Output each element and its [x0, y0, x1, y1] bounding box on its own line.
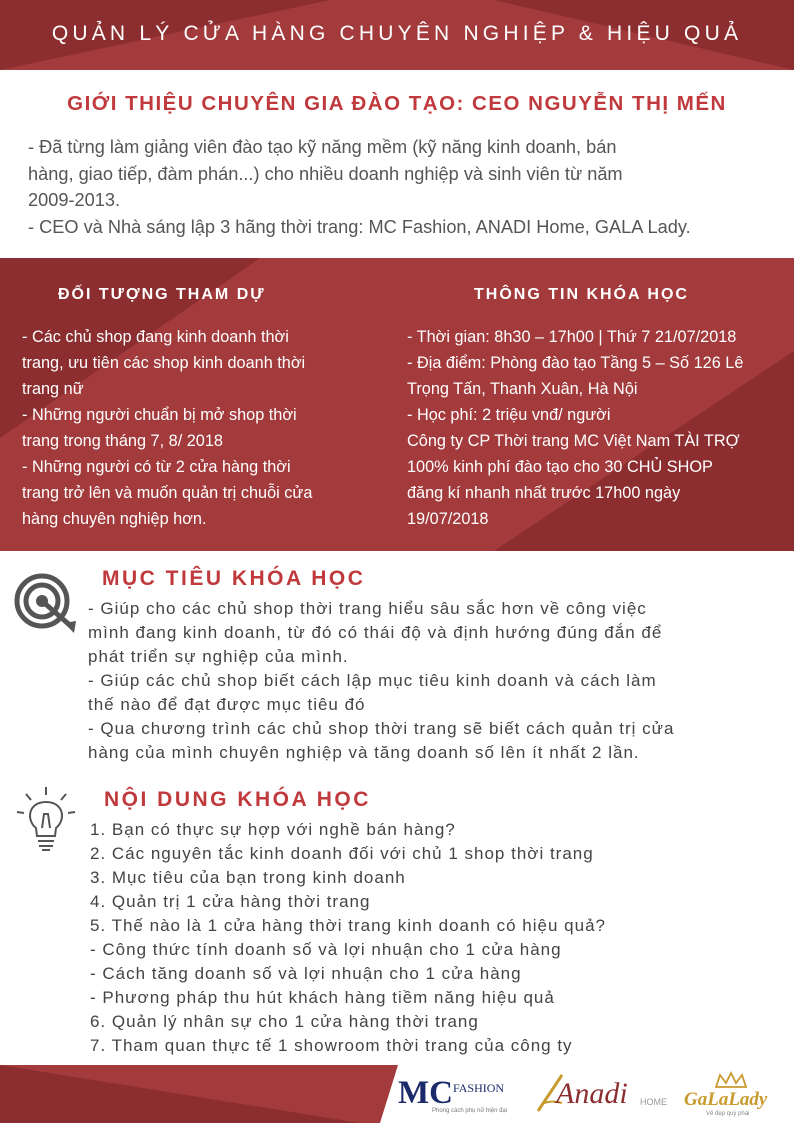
course-info-line: 19/07/2018 [407, 510, 489, 528]
goals-line: phát triển sự nghiệp của mình. [88, 647, 349, 666]
intro-body [28, 134, 788, 240]
course-info-line: Trọng Tấn, Thanh Xuân, Hà Nội [407, 380, 638, 398]
content-line: - Phương pháp thu hút khách hàng tiềm năng hiệu quả [90, 988, 555, 1007]
lightbulb-icon [14, 784, 78, 858]
course-info-line: - Học phí: 2 triệu vnđ/ người [407, 406, 611, 424]
goals-line: thế nào để đạt được mục tiêu đó [88, 695, 366, 714]
intro-line: - Đã từng làm giảng viên đào tạo kỹ năng mềm (kỹ năng kinh doanh, bán [28, 137, 617, 157]
goals-list [88, 597, 788, 765]
audience-title: ĐỐI TƯỢNG THAM DỰ [58, 286, 266, 303]
content-line: 6. Quản lý nhân sự cho 1 cửa hàng thời trang [90, 1012, 479, 1031]
intro-line: 2009-2013. [28, 190, 121, 210]
course-info-line: đăng kí nhanh nhất trước 17h00 ngày [407, 484, 681, 502]
content-line: 1. Bạn có thực sự hợp với nghề bán hàng? [90, 820, 456, 839]
header-title: QUẢN LÝ CỬA HÀNG CHUYÊN NGHIỆP & HIỆU QUẢ [51, 22, 743, 45]
audience-line: trang, ưu tiên các shop kinh doanh thời [22, 354, 306, 372]
intro-title: GIỚI THIỆU CHUYÊN GIA ĐÀO TẠO: CEO NGUYỄN THỊ MẾN [67, 92, 727, 115]
course-info-line: 100% kinh phí đào tạo cho 30 CHỦ SHOP [407, 458, 713, 476]
content-line: 7. Tham quan thực tế 1 showroom thời trang của công ty [90, 1036, 573, 1055]
course-info-line: Công ty CP Thời trang MC Việt Nam TÀI TRỢ [407, 432, 740, 450]
content-line: 2. Các nguyên tắc kinh doanh đối với chủ 1 shop thời trang [90, 844, 594, 863]
goals-line: - Giúp cho các chủ shop thời trang hiểu sâu sắc hơn về công việc [88, 599, 647, 618]
audience-line: trang trở lên và muốn quản trị chuỗi cửa [22, 484, 313, 502]
goals-line: - Qua chương trình các chủ shop thời trang sẽ biết cách quản trị cửa [88, 719, 675, 738]
audience-line: trang nữ [22, 380, 84, 398]
audience-line: hàng chuyên nghiệp hơn. [22, 510, 207, 528]
audience-line: - Các chủ shop đang kinh doanh thời [22, 328, 289, 346]
header-band [0, 0, 794, 70]
content-list [90, 818, 790, 1058]
audience-line: trang trong tháng 7, 8/ 2018 [22, 432, 223, 450]
goals-line: hàng của mình chuyên nghiệp và tăng doanh số lên ít nhất 2 lần. [88, 743, 640, 762]
mc-logo-tagline: Phong cách phụ nữ hiện đại [432, 1108, 508, 1114]
galalady-logo-text: GaLaLady [684, 1089, 768, 1110]
content-line: 5. Thế nào là 1 cửa hàng thời trang kinh doanh có hiệu quả? [90, 916, 606, 935]
course-info-line: - Địa điểm: Phòng đào tạo Tầng 5 – Số 126 Lê [407, 354, 744, 372]
info-band [0, 258, 794, 551]
mc-fashion-logo [398, 1075, 507, 1114]
galalady-logo-tagline: Vẻ đẹp quý phái [706, 1111, 750, 1117]
course-info-line: - Thời gian: 8h30 – 17h00 | Thứ 7 21/07/2018 [407, 328, 737, 346]
audience-line: - Những người có từ 2 cửa hàng thời [22, 458, 291, 476]
content-line: - Công thức tính doanh số và lợi nhuận cho 1 cửa hàng [90, 940, 562, 959]
goals-line: mình đang kinh doanh, từ đó có thái độ và định hướng đúng đắn để [88, 623, 663, 642]
anadi-logo-text: Anadi [556, 1077, 628, 1110]
course-info-title: THÔNG TIN KHÓA HỌC [474, 286, 689, 303]
content-line: 3. Mục tiêu của bạn trong kinh doanh [90, 868, 406, 887]
intro-line: hàng, giao tiếp, đàm phán...) cho nhiều doanh nghiệp và sinh viên từ năm [28, 163, 623, 184]
mc-logo-text: MC [398, 1075, 453, 1111]
content-title: NỘI DUNG KHÓA HỌC [104, 788, 371, 811]
target-icon [12, 567, 78, 635]
intro-line: - CEO và Nhà sáng lập 3 hãng thời trang: MC Fashion, ANADI Home, GALA Lady. [28, 216, 691, 237]
logo-area [380, 1065, 794, 1123]
audience-list [22, 324, 382, 532]
content-line: - Cách tăng doanh số và lợi nhuận cho 1 cửa hàng [90, 964, 522, 983]
content-line: 4. Quản trị 1 cửa hàng thời trang [90, 892, 371, 911]
goals-line: - Giúp các chủ shop biết cách lập mục tiêu kinh doanh và cách làm [88, 671, 657, 690]
mc-logo-sub: FASHION [452, 1081, 505, 1095]
goals-title: MỤC TIÊU KHÓA HỌC [102, 567, 366, 590]
anadi-logo-sub: HOME [640, 1097, 667, 1107]
audience-line: - Những người chuẩn bị mở shop thời [22, 406, 297, 424]
course-info-list [407, 324, 792, 532]
